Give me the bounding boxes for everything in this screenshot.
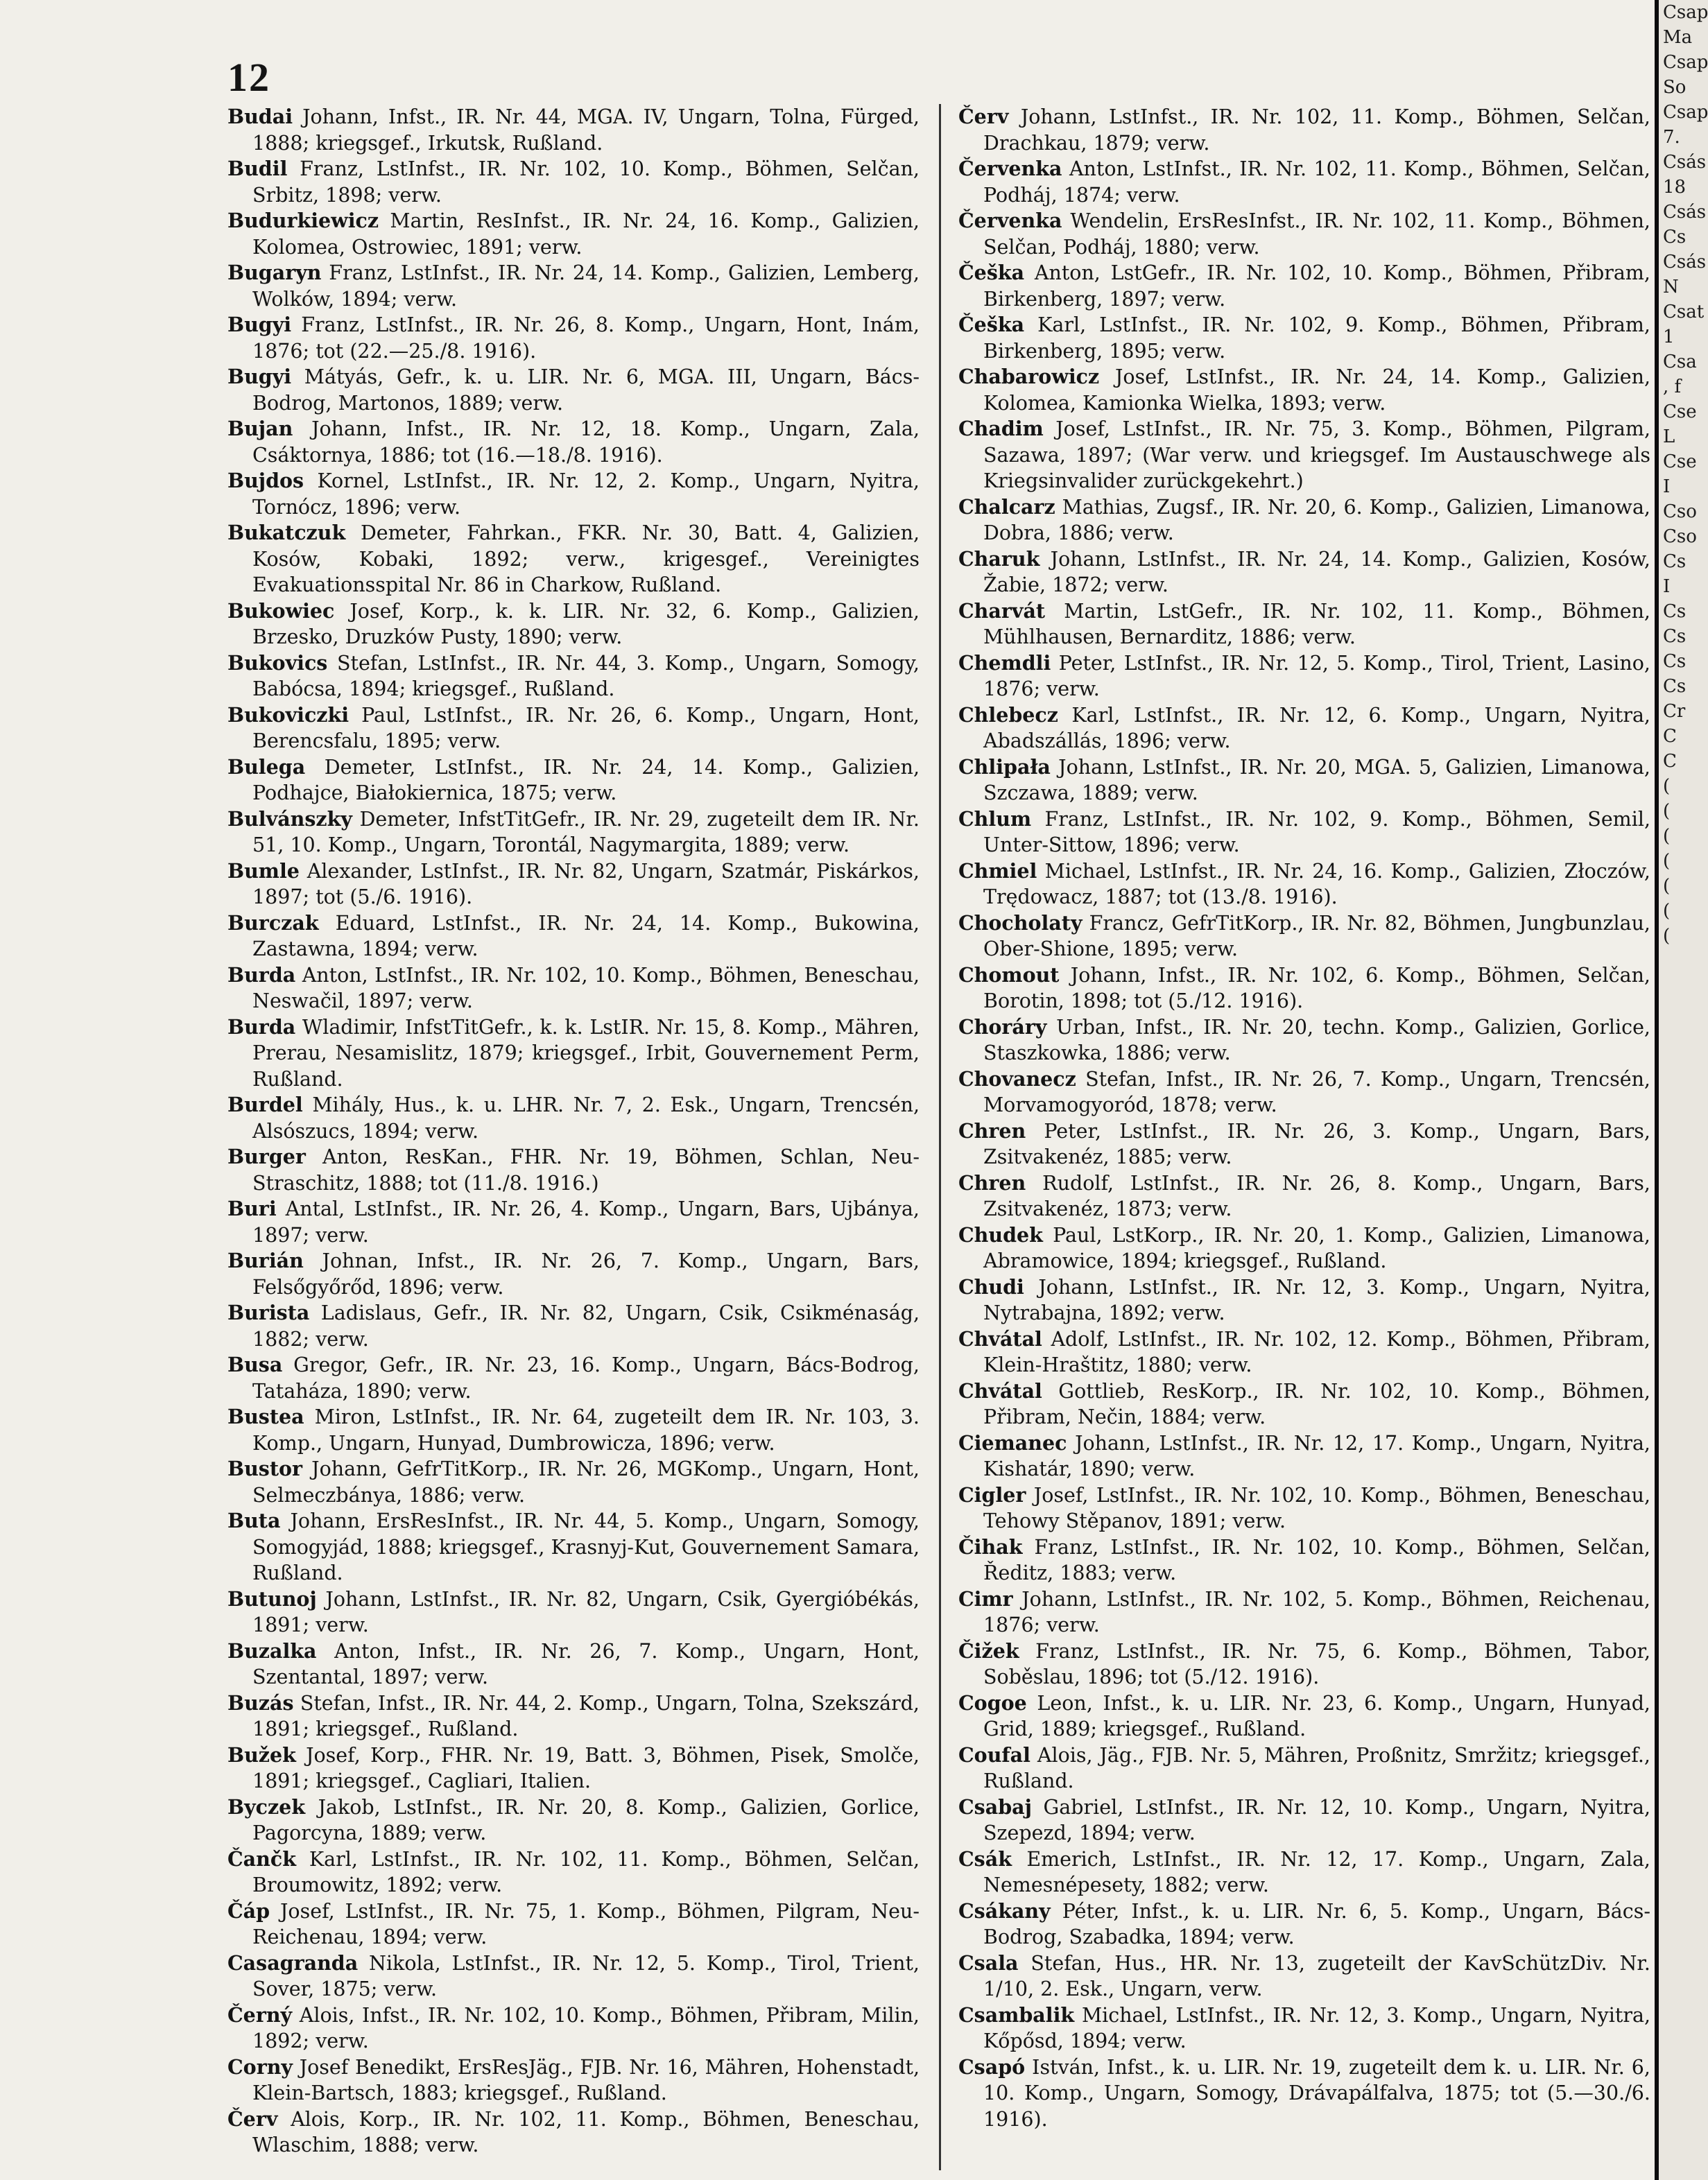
register-entry xyxy=(227,468,920,520)
edge-fragment: Cs xyxy=(1663,676,1687,697)
register-entry xyxy=(958,1794,1650,1846)
entry-surname: Chmiel xyxy=(958,858,1037,883)
register-entry xyxy=(227,1248,920,1300)
entry-details: Demeter, Fahrkan., FKR. Nr. 30, Batt. 4, Galizien, Kosów, Kobaki, 1892; verw., krigesgef., Vereinigtes Evakuationsspital Nr. 86 in Charkow, Rußland. xyxy=(252,521,920,596)
edge-fragment: ( xyxy=(1663,876,1671,897)
entry-details: Gabriel, LstInfst., IR. Nr. 12, 10. Komp., Ungarn, Nyitra, Szepezd, 1894; verw. xyxy=(983,1795,1650,1844)
entry-surname: Bulega xyxy=(227,754,306,779)
entry-details: Franz, LstInfst., IR. Nr. 102, 10. Komp., Böhmen, Selčan, Srbitz, 1898; verw. xyxy=(252,157,920,207)
entry-details: Johann, Infst., IR. Nr. 44, MGA. IV, Ungarn, Tolna, Fürged, 1888; kriegsgef., Irkutsk, Rußland. xyxy=(252,105,920,155)
entry-details: Karl, LstInfst., IR. Nr. 102, 11. Komp., Böhmen, Selčan, Broumowitz, 1892; verw. xyxy=(252,1847,920,1896)
register-entry xyxy=(227,1638,920,1690)
edge-fragment: ( xyxy=(1663,851,1671,872)
register-entry xyxy=(227,1014,920,1093)
entry-surname: Čihak xyxy=(958,1534,1023,1559)
entry-surname: Butunoj xyxy=(227,1586,317,1611)
register-entry xyxy=(227,1352,920,1404)
edge-fragment: Cse xyxy=(1663,451,1697,472)
entry-details: Rudolf, LstInfst., IR. Nr. 26, 8. Komp., Ungarn, Bars, Zsitvakenéz, 1873; verw. xyxy=(983,1171,1650,1220)
entry-details: Alois, Jäg., FJB. Nr. 5, Mähren, Proßnitz, Smržitz; kriegsgef., Rußland. xyxy=(983,1743,1650,1792)
entry-surname: Čižek xyxy=(958,1638,1019,1663)
entry-surname: Chudek xyxy=(958,1222,1043,1247)
entry-details: Josef, LstInfst., IR. Nr. 102, 10. Komp., Böhmen, Beneschau, Tehowy Stěpanov, 1891; verw. xyxy=(983,1483,1650,1532)
entry-details: Johann, Infst., IR. Nr. 102, 6. Komp., Böhmen, Selčan, Borotin, 1898; tot (5./12. 1916). xyxy=(983,963,1650,1012)
register-entry xyxy=(958,1534,1650,1586)
edge-fragment: 7. xyxy=(1663,127,1680,148)
register-entry xyxy=(227,858,920,910)
entry-details: Anton, Infst., IR. Nr. 26, 7. Komp., Ungarn, Hont, Szentantal, 1897; verw. xyxy=(252,1639,920,1688)
entry-surname: Buta xyxy=(227,1509,281,1532)
register-entry xyxy=(227,754,920,806)
edge-fragment: ( xyxy=(1663,926,1671,946)
register-entry xyxy=(958,962,1650,1014)
entry-details: Anton, ResKan., FHR. Nr. 19, Böhmen, Schlan, Neu-Straschitz, 1888; tot (11./8. 1916.) xyxy=(252,1145,920,1195)
entry-details: Franz, LstInfst., IR. Nr. 102, 9. Komp., Böhmen, Semil, Unter-Sittow, 1896; verw. xyxy=(983,807,1650,856)
register-entry xyxy=(227,910,920,962)
register-entry xyxy=(227,104,920,156)
entry-surname: Casagranda xyxy=(227,1950,359,1975)
entry-surname: Bukowiec xyxy=(227,598,335,623)
edge-fragment: Cs xyxy=(1663,227,1687,248)
entry-details: Michael, LstInfst., IR. Nr. 24, 16. Komp., Galizien, Złoczów, Trędowacz, 1887; tot (13./8. 1916). xyxy=(983,859,1650,908)
edge-fragment: Cse xyxy=(1663,401,1697,422)
register-entry xyxy=(227,1144,920,1196)
entry-details: Alexander, LstInfst., IR. Nr. 82, Ungarn, Szatmár, Piskárkos, 1897; tot (5./6. 1916). xyxy=(252,859,920,908)
entry-details: Alois, Infst., IR. Nr. 102, 10. Komp., Böhmen, Přibram, Milin, 1892; verw. xyxy=(252,2003,920,2052)
entry-details: Mátyás, Gefr., k. u. LIR. Nr. 6, MGA. III, Ungarn, Bács-Bodrog, Martonos, 1889; verw. xyxy=(252,365,920,415)
register-entry xyxy=(958,910,1650,962)
entry-details: Paul, LstInfst., IR. Nr. 26, 6. Komp., Ungarn, Hont, Berencsfalu, 1895; verw. xyxy=(252,703,920,752)
column-divider xyxy=(939,104,941,2170)
edge-fragment: ( xyxy=(1663,801,1671,822)
edge-fragment: Csap xyxy=(1663,102,1708,123)
entry-details: Stefan, Infst., IR. Nr. 26, 7. Komp., Ungarn, Trencsén, Morvamogyoród, 1878; verw. xyxy=(983,1067,1650,1116)
register-entry xyxy=(958,312,1650,364)
entry-surname: Červ xyxy=(958,105,1009,128)
entry-details: Eduard, LstInfst., IR. Nr. 24, 14. Komp., Bukowina, Zastawna, 1894; verw. xyxy=(252,911,920,960)
register-entry xyxy=(227,1950,920,2002)
register-entry xyxy=(227,520,920,598)
register-entry xyxy=(958,1950,1650,2002)
edge-fragment: Cs xyxy=(1663,551,1687,572)
entry-surname: Češka xyxy=(958,261,1025,284)
entry-details: Leon, Infst., k. u. LIR. Nr. 23, 6. Komp., Ungarn, Hunyad, Grid, 1889; kriegsgef., Rußland. xyxy=(983,1691,1650,1740)
register-entry xyxy=(958,1378,1650,1430)
entry-details: Anton, LstInfst., IR. Nr. 102, 10. Komp., Böhmen, Beneschau, Neswačil, 1897; verw. xyxy=(252,963,920,1012)
entry-surname: Charvát xyxy=(958,598,1046,623)
entry-surname: Bukoviczki xyxy=(227,702,350,727)
entry-surname: Burda xyxy=(227,962,296,987)
register-entry xyxy=(227,1508,920,1586)
entry-surname: Busa xyxy=(227,1353,283,1376)
entry-surname: Čáp xyxy=(227,1898,270,1923)
register-entry xyxy=(227,2054,920,2107)
entry-details: Martin, ResInfst., IR. Nr. 24, 16. Komp., Galizien, Kolomea, Ostrowiec, 1891; verw. xyxy=(252,209,920,259)
edge-fragment: Csás xyxy=(1663,152,1707,173)
register-entry xyxy=(958,1274,1650,1326)
register-entry xyxy=(958,494,1650,546)
edge-fragment: C xyxy=(1663,726,1677,747)
entry-details: Franz, LstInfst., IR. Nr. 75, 6. Komp., Böhmen, Tabor, Soběslau, 1896; tot (5./12. 1916). xyxy=(983,1639,1650,1688)
register-entry xyxy=(227,962,920,1014)
entry-details: Peter, LstInfst., IR. Nr. 12, 5. Komp., Tirol, Trient, Lasino, 1876; verw. xyxy=(983,651,1650,700)
entry-details: Johann, LstInfst., IR. Nr. 12, 3. Komp., Ungarn, Nyitra, Nytrabajna, 1892; verw. xyxy=(983,1275,1650,1324)
entry-details: Mathias, Zugsf., IR. Nr. 20, 6. Komp., Galizien, Limanowa, Dobra, 1886; verw. xyxy=(983,495,1650,544)
entry-details: Nikola, LstInfst., IR. Nr. 12, 5. Komp., Tirol, Trient, Sover, 1875; verw. xyxy=(252,1951,920,2000)
entry-surname: Csala xyxy=(958,1950,1019,1975)
entry-details: Michael, LstInfst., IR. Nr. 12, 3. Komp., Ungarn, Nyitra, Kőpősd, 1894; verw. xyxy=(983,2003,1650,2052)
entry-surname: Chabarowicz xyxy=(958,365,1100,388)
entry-details: Karl, LstInfst., IR. Nr. 102, 9. Komp., Böhmen, Přibram, Birkenberg, 1895; verw. xyxy=(983,313,1650,363)
entry-details: Urban, Infst., IR. Nr. 20, techn. Komp., Galizien, Gorlice, Staszkowka, 1886; verw. xyxy=(983,1015,1650,1064)
register-entry xyxy=(958,702,1650,754)
entry-surname: Červenka xyxy=(958,209,1062,232)
register-entry xyxy=(227,364,920,416)
entry-surname: Bumle xyxy=(227,858,300,883)
entry-surname: Chocholaty xyxy=(958,910,1082,935)
edge-fragment: Cs xyxy=(1663,626,1687,647)
entry-details: Josef, Korp., k. k. LIR. Nr. 32, 6. Komp., Galizien, Brzesko, Druzków Pusty, 1890; verw. xyxy=(252,599,920,648)
entry-details: Johann, LstInfst., IR. Nr. 82, Ungarn, Csik, Gyergióbékás, 1891; verw. xyxy=(252,1587,920,1636)
register-entry xyxy=(227,2002,920,2054)
entry-surname: Coufal xyxy=(958,1742,1030,1767)
left-column xyxy=(227,104,920,2159)
entry-details: Stefan, LstInfst., IR. Nr. 44, 3. Komp., Ungarn, Somogy, Babócsa, 1894; kriegsgef., Rußland. xyxy=(252,651,920,700)
entry-surname: Bužek xyxy=(227,1742,296,1767)
entry-surname: Buzalka xyxy=(227,1638,317,1663)
edge-fragment: Cr xyxy=(1663,701,1686,722)
edge-fragment: Csa xyxy=(1663,352,1697,372)
register-entry xyxy=(958,806,1650,858)
edge-fragment: Csap xyxy=(1663,2,1708,23)
register-entry xyxy=(227,1586,920,1638)
entry-surname: Bujdos xyxy=(227,469,304,492)
register-entry xyxy=(958,1482,1650,1534)
register-entry xyxy=(958,2054,1650,2133)
entry-details: Josef, LstInfst., IR. Nr. 75, 1. Komp., Böhmen, Pilgram, Neu-Reichenau, 1894; verw. xyxy=(252,1899,920,1948)
entry-surname: Burista xyxy=(227,1301,310,1324)
entry-details: Johnan, Infst., IR. Nr. 26, 7. Komp., Ungarn, Bars, Felsőgyőrőd, 1896; verw. xyxy=(252,1249,920,1299)
register-entry xyxy=(958,260,1650,312)
entry-details: Johann, LstInfst., IR. Nr. 24, 14. Komp., Galizien, Kosów, Žabie, 1872; verw. xyxy=(983,547,1650,596)
register-entry xyxy=(958,546,1650,598)
register-entry xyxy=(227,1794,920,1846)
entry-surname: Csákany xyxy=(958,1898,1051,1923)
entry-surname: Buzás xyxy=(227,1690,294,1715)
register-entry xyxy=(227,1196,920,1248)
register-entry xyxy=(227,156,920,208)
register-entry xyxy=(227,1092,920,1144)
entry-details: Johann, LstInfst., IR. Nr. 102, 11. Komp., Böhmen, Selčan, Drachkau, 1879; verw. xyxy=(983,105,1650,155)
entry-surname: Csapó xyxy=(958,2054,1026,2079)
entry-details: Josef Benedikt, ErsResJäg., FJB. Nr. 16, Mähren, Hohenstadt, Klein-Bartsch, 1883; kriegsgef., Rußland. xyxy=(252,2055,920,2104)
entry-surname: Chlebecz xyxy=(958,702,1058,727)
edge-fragment: Csás xyxy=(1663,252,1707,272)
register-entry xyxy=(958,1066,1650,1118)
edge-fragment: Cso xyxy=(1663,526,1697,547)
entry-details: Franz, LstInfst., IR. Nr. 26, 8. Komp., Ungarn, Hont, Inám, 1876; tot (22.—25./8. 1916). xyxy=(252,313,920,363)
entry-details: Wendelin, ErsResInfst., IR. Nr. 102, 11. Komp., Böhmen, Selčan, Podháj, 1880; verw. xyxy=(983,209,1650,259)
register-entry xyxy=(227,312,920,364)
register-entry xyxy=(958,1742,1650,1794)
register-entry xyxy=(958,104,1650,156)
entry-surname: Buri xyxy=(227,1197,277,1220)
entry-surname: Chlipała xyxy=(958,754,1051,779)
entry-surname: Bujan xyxy=(227,417,293,440)
entry-details: Antal, LstInfst., IR. Nr. 26, 4. Komp., Ungarn, Bars, Ujbánya, 1897; verw. xyxy=(252,1197,920,1247)
entry-surname: Csambalik xyxy=(958,2002,1075,2027)
entry-surname: Byczek xyxy=(227,1794,306,1819)
register-entry xyxy=(227,702,920,754)
register-entry xyxy=(958,754,1650,806)
edge-fragment: Cs xyxy=(1663,651,1687,672)
entry-surname: Bustor xyxy=(227,1457,303,1480)
edge-fragment: 1 xyxy=(1663,327,1675,347)
entry-details: Franz, LstInfst., IR. Nr. 102, 10. Komp., Böhmen, Selčan, Ředitz, 1883; verw. xyxy=(983,1535,1650,1584)
edge-fragment: N xyxy=(1663,277,1679,297)
register-entry xyxy=(227,598,920,650)
register-entry xyxy=(958,1586,1650,1638)
register-entry xyxy=(227,416,920,468)
register-entry xyxy=(958,1898,1650,1950)
entry-details: Wladimir, InfstTitGefr., k. k. LstIR. Nr. 15, 8. Komp., Mähren, Prerau, Nesamislitz, 1879; kriegsgef., Irbit, Gouvernement Perm, Rußland. xyxy=(252,1015,920,1091)
register-entry xyxy=(958,1222,1650,1274)
entry-details: Stefan, Infst., IR. Nr. 44, 2. Komp., Ungarn, Tolna, Szekszárd, 1891; kriegsgef., Rußland. xyxy=(252,1691,920,1740)
entry-details: Demeter, InfstTitGefr., IR. Nr. 29, zugeteilt dem IR. Nr. 51, 10. Komp., Ungarn, Torontál, Nagymargita, 1889; verw. xyxy=(252,807,920,856)
edge-fragment: C xyxy=(1663,751,1677,772)
register-entry xyxy=(958,650,1650,702)
entry-surname: Chalcarz xyxy=(958,494,1055,519)
register-entry xyxy=(227,2107,920,2159)
entry-details: Stefan, Hus., HR. Nr. 13, zugeteilt der KavSchützDiv. Nr. 1/10, 2. Esk., Ungarn, verw. xyxy=(983,1951,1650,2000)
entry-surname: Burczak xyxy=(227,910,319,935)
entry-surname: Budai xyxy=(227,105,293,128)
register-entry xyxy=(958,598,1650,650)
edge-fragment: 18 xyxy=(1663,177,1687,198)
entry-details: Johann, LstInfst., IR. Nr. 102, 5. Komp., Böhmen, Reichenau, 1876; verw. xyxy=(983,1587,1650,1636)
entry-details: Alois, Korp., IR. Nr. 102, 11. Komp., Böhmen, Beneschau, Wlaschim, 1888; verw. xyxy=(252,2107,920,2156)
register-entry xyxy=(958,1690,1650,1742)
next-page-edge xyxy=(1655,0,1708,2180)
entry-surname: Budil xyxy=(227,157,288,180)
entry-details: Anton, LstInfst., IR. Nr. 102, 11. Komp., Böhmen, Selčan, Podháj, 1874; verw. xyxy=(983,157,1650,207)
edge-fragment: Cso xyxy=(1663,501,1697,522)
register-entry xyxy=(227,260,920,312)
entry-details: Martin, LstGefr., IR. Nr. 102, 11. Komp., Böhmen, Mühlhausen, Bernarditz, 1886; verw. xyxy=(983,599,1650,648)
edge-fragment: L xyxy=(1663,426,1675,447)
entry-surname: Chadim xyxy=(958,417,1044,440)
register-entry xyxy=(227,1300,920,1352)
entry-details: Josef, Korp., FHR. Nr. 19, Batt. 3, Böhmen, Pisek, Smolče, 1891; kriegsgef., Cagliari, Italien. xyxy=(252,1743,920,1792)
entry-surname: Chren xyxy=(958,1170,1026,1195)
entry-surname: Ciemanec xyxy=(958,1430,1067,1455)
entry-details: Johann, LstInfst., IR. Nr. 20, MGA. 5, Galizien, Limanowa, Szczawa, 1889; verw. xyxy=(983,755,1650,804)
entry-surname: Chren xyxy=(958,1118,1026,1143)
entry-details: Jakob, LstInfst., IR. Nr. 20, 8. Komp., Galizien, Gorlice, Pagorcyna, 1889; verw. xyxy=(252,1795,920,1844)
entry-details: Gottlieb, ResKorp., IR. Nr. 102, 10. Komp., Böhmen, Přibram, Nečin, 1884; verw. xyxy=(983,1379,1650,1428)
entry-surname: Chemdli xyxy=(958,650,1051,675)
entry-details: Johann, GefrTitKorp., IR. Nr. 26, MGKomp., Ungarn, Hont, Selmeczbánya, 1886; verw. xyxy=(252,1457,920,1507)
edge-fragment: ( xyxy=(1663,776,1671,797)
edge-fragment: , f xyxy=(1663,377,1682,397)
entry-details: Miron, LstInfst., IR. Nr. 64, zugeteilt dem IR. Nr. 103, 3. Komp., Ungarn, Hunyad, Dumbrowicza, 1896; verw. xyxy=(252,1405,920,1455)
entry-surname: Burdel xyxy=(227,1093,303,1116)
register-entry xyxy=(958,208,1650,260)
entry-details: Josef, LstInfst., IR. Nr. 24, 14. Komp., Galizien, Kolomea, Kamionka Wielka, 1893; verw. xyxy=(983,365,1650,415)
entry-surname: Bukovics xyxy=(227,650,328,675)
register-entry xyxy=(227,1690,920,1742)
entry-surname: Burger xyxy=(227,1145,306,1168)
entry-details: Karl, LstInfst., IR. Nr. 12, 6. Komp., Ungarn, Nyitra, Abadszállás, 1896; verw. xyxy=(983,703,1650,752)
entry-surname: Csabaj xyxy=(958,1794,1032,1819)
entry-details: Gregor, Gefr., IR. Nr. 23, 16. Komp., Ungarn, Bács-Bodrog, Tataháza, 1890; verw. xyxy=(252,1353,920,1403)
entry-surname: Charuk xyxy=(958,546,1040,571)
edge-fragment: ( xyxy=(1663,826,1671,847)
register-entry xyxy=(958,2002,1650,2054)
entry-surname: Bulvánszky xyxy=(227,806,352,831)
entry-surname: Chvátal xyxy=(958,1326,1042,1351)
register-entry xyxy=(958,1326,1650,1378)
entry-surname: Chudi xyxy=(958,1274,1024,1299)
register-entry xyxy=(227,1404,920,1456)
entry-surname: Choráry xyxy=(958,1014,1047,1039)
entry-details: Peter, LstInfst., IR. Nr. 26, 3. Komp., Ungarn, Bars, Zsitvakenéz, 1885; verw. xyxy=(983,1119,1650,1168)
register-entry xyxy=(958,1014,1650,1066)
edge-fragment: I xyxy=(1663,476,1671,497)
register-entry xyxy=(227,1898,920,1950)
entry-surname: Chlum xyxy=(958,806,1032,831)
register-entry xyxy=(227,1846,920,1898)
entry-surname: Corny xyxy=(227,2054,293,2079)
entry-surname: Bugyi xyxy=(227,365,292,388)
register-entry xyxy=(958,1846,1650,1898)
register-entry xyxy=(958,858,1650,910)
entry-details: Johann, Infst., IR. Nr. 12, 18. Komp., Ungarn, Zala, Csáktornya, 1886; tot (16.—18./8. 1916). xyxy=(252,417,920,467)
register-entry xyxy=(958,416,1650,494)
edge-fragment: I xyxy=(1663,576,1671,597)
entry-details: Franz, LstInfst., IR. Nr. 24, 14. Komp., Galizien, Lemberg, Wolków, 1894; verw. xyxy=(252,261,920,311)
entry-surname: Chvátal xyxy=(958,1378,1042,1403)
entry-surname: Burda xyxy=(227,1014,296,1039)
entry-surname: Bugyi xyxy=(227,313,292,336)
entry-details: Paul, LstKorp., IR. Nr. 20, 1. Komp., Galizien, Limanowa, Abramowice, 1894; kriegsgef., Rußland. xyxy=(983,1223,1650,1272)
entry-surname: Bustea xyxy=(227,1405,304,1428)
entry-details: Johann, LstInfst., IR. Nr. 12, 17. Komp., Ungarn, Nyitra, Kishatár, 1890; verw. xyxy=(983,1431,1650,1480)
register-entry xyxy=(227,208,920,260)
entry-details: Péter, Infst., k. u. LIR. Nr. 6, 5. Komp., Ungarn, Bács-Bodrog, Szabadka, 1894; verw. xyxy=(983,1899,1650,1948)
edge-fragment: Csat xyxy=(1663,302,1705,322)
register-entry xyxy=(958,1118,1650,1170)
register-entry xyxy=(958,1430,1650,1482)
entry-details: István, Infst., k. u. LIR. Nr. 19, zugeteilt dem k. u. LIR. Nr. 6, 10. Komp., Ungarn, Somogy, Drávapálfalva, 1875; tot (5.—30./6. 1916). xyxy=(983,2055,1650,2131)
entry-surname: Cimr xyxy=(958,1586,1013,1611)
register-entry xyxy=(227,806,920,858)
edge-fragment: Csap xyxy=(1663,52,1708,73)
register-entry xyxy=(958,156,1650,208)
right-column xyxy=(958,104,1650,2132)
entry-details: Demeter, LstInfst., IR. Nr. 24, 14. Komp., Galizien, Podhajce, Białokiernica, 1875; verw. xyxy=(252,755,920,804)
register-entry xyxy=(227,650,920,702)
entry-surname: Červ xyxy=(227,2107,278,2131)
entry-details: Anton, LstGefr., IR. Nr. 102, 10. Komp., Böhmen, Přibram, Birkenberg, 1897; verw. xyxy=(983,261,1650,311)
edge-fragment: ( xyxy=(1663,901,1671,922)
entry-surname: Červenka xyxy=(958,157,1062,180)
register-entry xyxy=(958,1638,1650,1690)
entry-surname: Češka xyxy=(958,313,1025,336)
register-entry xyxy=(227,1456,920,1508)
entry-details: Kornel, LstInfst., IR. Nr. 12, 2. Komp., Ungarn, Nyitra, Tornócz, 1896; verw. xyxy=(252,469,920,519)
entry-surname: Cogoe xyxy=(958,1690,1027,1715)
entry-details: Emerich, LstInfst., IR. Nr. 12, 17. Komp., Ungarn, Zala, Nemesnépesety, 1882; verw. xyxy=(983,1847,1650,1896)
entry-surname: Budurkiewicz xyxy=(227,209,379,232)
register-entry xyxy=(227,1742,920,1794)
page-number: 12 xyxy=(227,55,270,100)
edge-fragment: Csás xyxy=(1663,202,1707,223)
entry-surname: Burián xyxy=(227,1249,304,1272)
edge-fragment: Cs xyxy=(1663,601,1687,622)
entry-details: Mihály, Hus., k. u. LHR. Nr. 7, 2. Esk., Ungarn, Trencsén, Alsószucs, 1894; verw. xyxy=(252,1093,920,1143)
entry-surname: Cigler xyxy=(958,1482,1026,1507)
entry-surname: Čančk xyxy=(227,1846,296,1871)
entry-surname: Bugaryn xyxy=(227,261,322,284)
entry-surname: Černý xyxy=(227,2002,293,2027)
entry-details: Josef, LstInfst., IR. Nr. 75, 3. Komp., Böhmen, Pilgram, Sazawa, 1897; (War verw. und kriegsgef. Im Austauschwege als Kriegsinvalider zurückgekehrt.) xyxy=(983,417,1650,492)
entry-details: Francz, GefrTitKorp., IR. Nr. 82, Böhmen, Jungbunzlau, Ober-Shione, 1895; verw. xyxy=(983,911,1650,960)
entry-details: Johann, ErsResInfst., IR. Nr. 44, 5. Komp., Ungarn, Somogy, Somogyjád, 1888; kriegsgef., Krasnyj-Kut, Gouvernement Samara, Rußland. xyxy=(252,1509,920,1584)
edge-fragment: Ma xyxy=(1663,27,1693,48)
entry-details: Adolf, LstInfst., IR. Nr. 102, 12. Komp., Böhmen, Přibram, Klein-Hraštitz, 1880; verw. xyxy=(983,1327,1650,1376)
entry-surname: Csák xyxy=(958,1846,1012,1871)
entry-surname: Bukatczuk xyxy=(227,521,346,544)
entry-surname: Chovanecz xyxy=(958,1066,1076,1091)
entry-surname: Chomout xyxy=(958,962,1060,987)
edge-fragment: So xyxy=(1663,77,1687,98)
register-entry xyxy=(958,1170,1650,1222)
entry-details: Ladislaus, Gefr., IR. Nr. 82, Ungarn, Csik, Csikménaság, 1882; verw. xyxy=(252,1301,920,1351)
register-entry xyxy=(958,364,1650,416)
